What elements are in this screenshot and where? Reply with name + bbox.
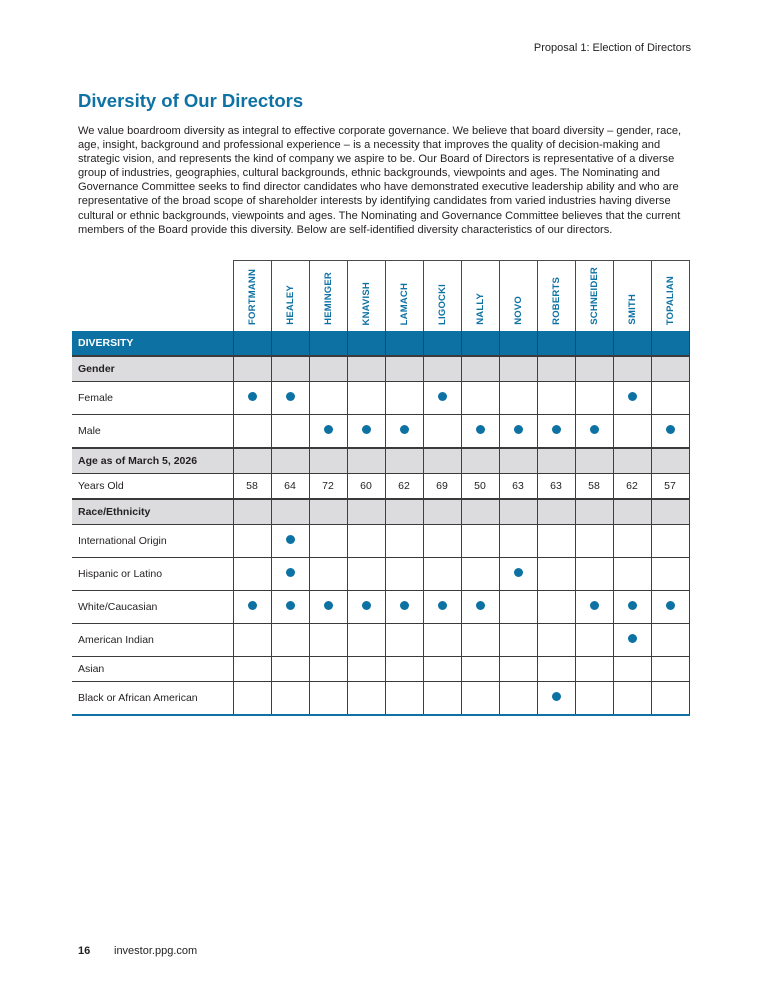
director-header (651, 261, 689, 332)
director-header (271, 261, 309, 332)
mark-cell (651, 624, 689, 657)
table-row (72, 558, 689, 591)
group-cell (537, 356, 575, 382)
group-cell (423, 499, 461, 525)
check-dot-icon (400, 425, 409, 434)
mark-cell (271, 415, 309, 449)
mark-cell (613, 382, 651, 415)
group-cell (537, 448, 575, 474)
mark-cell (423, 525, 461, 558)
director-name: SCHNEIDER (588, 267, 600, 325)
check-dot-icon (514, 425, 523, 434)
section-cell (651, 331, 689, 356)
mark-cell (423, 382, 461, 415)
section-cell (309, 331, 347, 356)
mark-cell (575, 558, 613, 591)
mark-cell (499, 525, 537, 558)
group-cell (271, 499, 309, 525)
section-cell (537, 331, 575, 356)
group-cell (575, 356, 613, 382)
mark-cell (233, 624, 271, 657)
page-number: 16 (78, 945, 91, 957)
group-header-row (72, 448, 689, 474)
mark-cell (385, 624, 423, 657)
age-cell: 60 (347, 474, 385, 500)
check-dot-icon (324, 601, 333, 610)
check-dot-icon (362, 601, 371, 610)
age-cell: 63 (537, 474, 575, 500)
section-label: DIVERSITY (72, 331, 233, 356)
mark-cell (613, 525, 651, 558)
mark-cell (385, 657, 423, 682)
mark-cell (461, 657, 499, 682)
header-blank-cell (72, 261, 233, 332)
age-cell: 72 (309, 474, 347, 500)
group-cell (271, 448, 309, 474)
mark-cell (499, 682, 537, 716)
group-cell (233, 448, 271, 474)
director-header (575, 261, 613, 332)
mark-cell (271, 591, 309, 624)
group-cell (499, 448, 537, 474)
row-label: Years Old (72, 474, 233, 500)
mark-cell (347, 591, 385, 624)
mark-cell (309, 525, 347, 558)
group-cell (423, 356, 461, 382)
director-header (309, 261, 347, 332)
mark-cell (423, 558, 461, 591)
group-cell (613, 448, 651, 474)
group-label: Gender (72, 356, 233, 382)
row-label: Asian (72, 657, 233, 682)
mark-cell (537, 591, 575, 624)
row-label: Male (72, 415, 233, 449)
mark-cell (271, 382, 309, 415)
director-name: HEALEY (284, 285, 296, 325)
mark-cell (575, 624, 613, 657)
intro-paragraph: We value boardroom diversity as integral to effective corporate governance. We believe that board diversity – gender, race, age, insight, background and professional experience – is a necessity that improves the quality of decision-making and strategic vision, and represents the kind of company we aspire to be. Our Board of Directors is representative of a diverse group of industries, geographies, cultural backgrounds, ethnic backgrounds, viewpoints and ages. The Nominating and Governance Committee seeks to find director candidates who have demonstrated executive leadership ability and who are representative of the broad scope of shareholder interests by identifying candidates from varied industries having diverse cultural or ethnic backgrounds, viewpoints and ages. The Nominating and Governance Committee believes that the current members of the Board provide this diversity. Below are self-identified diversity characteristics of our directors. (78, 125, 682, 236)
section-cell (613, 331, 651, 356)
section-cell (271, 331, 309, 356)
mark-cell (537, 415, 575, 449)
mark-cell (233, 682, 271, 716)
mark-cell (537, 682, 575, 716)
group-cell (385, 448, 423, 474)
group-cell (233, 356, 271, 382)
group-cell (537, 499, 575, 525)
mark-cell (233, 382, 271, 415)
mark-cell (347, 682, 385, 716)
group-cell (461, 356, 499, 382)
group-header-row (72, 499, 689, 525)
page-title: Diversity of Our Directors (78, 90, 304, 111)
group-cell (233, 499, 271, 525)
mark-cell (575, 382, 613, 415)
section-cell (233, 331, 271, 356)
mark-cell (651, 682, 689, 716)
director-header (537, 261, 575, 332)
check-dot-icon (362, 425, 371, 434)
group-cell (309, 499, 347, 525)
age-cell: 62 (613, 474, 651, 500)
group-cell (499, 356, 537, 382)
row-label: Black or African American (72, 682, 233, 716)
director-name: LAMACH (398, 282, 410, 325)
row-label: International Origin (72, 525, 233, 558)
mark-cell (347, 525, 385, 558)
table-row (72, 657, 689, 682)
mark-cell (651, 525, 689, 558)
mark-cell (423, 682, 461, 716)
running-head: Proposal 1: Election of Directors (533, 42, 691, 54)
table-row (72, 682, 689, 716)
group-cell (271, 356, 309, 382)
mark-cell (499, 591, 537, 624)
mark-cell (385, 682, 423, 716)
check-dot-icon (590, 425, 599, 434)
mark-cell (461, 558, 499, 591)
mark-cell (613, 682, 651, 716)
mark-cell (309, 624, 347, 657)
mark-cell (575, 591, 613, 624)
mark-cell (233, 591, 271, 624)
table-row (72, 415, 689, 449)
director-header (423, 261, 461, 332)
mark-cell (461, 415, 499, 449)
mark-cell (271, 657, 309, 682)
diversity-table (72, 260, 690, 716)
mark-cell (461, 682, 499, 716)
table-row (72, 591, 689, 624)
mark-cell (537, 624, 575, 657)
table-row (72, 382, 689, 415)
section-cell (575, 331, 613, 356)
check-dot-icon (552, 692, 561, 701)
check-dot-icon (666, 601, 675, 610)
check-dot-icon (438, 601, 447, 610)
row-label: Hispanic or Latino (72, 558, 233, 591)
mark-cell (385, 525, 423, 558)
mark-cell (461, 382, 499, 415)
director-header (461, 261, 499, 332)
mark-cell (537, 382, 575, 415)
director-name: FORTMANN (246, 269, 258, 325)
director-header (613, 261, 651, 332)
group-cell (385, 356, 423, 382)
director-names-row (72, 261, 689, 332)
check-dot-icon (628, 601, 637, 610)
mark-cell (271, 682, 309, 716)
check-dot-icon (628, 634, 637, 643)
mark-cell (651, 657, 689, 682)
age-cell: 50 (461, 474, 499, 500)
check-dot-icon (514, 568, 523, 577)
mark-cell (651, 382, 689, 415)
mark-cell (347, 657, 385, 682)
director-header (499, 261, 537, 332)
check-dot-icon (476, 601, 485, 610)
mark-cell (385, 415, 423, 449)
mark-cell (423, 415, 461, 449)
row-label: White/Caucasian (72, 591, 233, 624)
mark-cell (423, 657, 461, 682)
mark-cell (309, 682, 347, 716)
group-cell (347, 448, 385, 474)
group-cell (575, 499, 613, 525)
check-dot-icon (248, 392, 257, 401)
check-dot-icon (286, 601, 295, 610)
mark-cell (385, 382, 423, 415)
check-dot-icon (590, 601, 599, 610)
director-name: LIGOCKI (436, 284, 448, 325)
diversity-section-row (72, 331, 689, 356)
mark-cell (499, 382, 537, 415)
age-cell: 64 (271, 474, 309, 500)
section-cell (347, 331, 385, 356)
mark-cell (613, 558, 651, 591)
row-label: Female (72, 382, 233, 415)
mark-cell (613, 657, 651, 682)
mark-cell (575, 657, 613, 682)
group-cell (613, 499, 651, 525)
mark-cell (233, 525, 271, 558)
section-cell (499, 331, 537, 356)
table-row (72, 525, 689, 558)
check-dot-icon (286, 568, 295, 577)
director-name: KNAVISH (360, 281, 372, 325)
group-cell (309, 356, 347, 382)
section-cell (423, 331, 461, 356)
age-cell: 62 (385, 474, 423, 500)
director-name: SMITH (626, 294, 638, 325)
mark-cell (461, 591, 499, 624)
director-name: NOVO (512, 296, 524, 325)
group-cell (651, 448, 689, 474)
group-cell (423, 448, 461, 474)
age-cell: 63 (499, 474, 537, 500)
director-header (347, 261, 385, 332)
group-cell (385, 499, 423, 525)
group-label: Age as of March 5, 2026 (72, 448, 233, 474)
director-header (233, 261, 271, 332)
table-row (72, 624, 689, 657)
mark-cell (651, 591, 689, 624)
mark-cell (385, 591, 423, 624)
section-cell (385, 331, 423, 356)
director-name: ROBERTS (550, 277, 562, 325)
mark-cell (423, 591, 461, 624)
mark-cell (575, 682, 613, 716)
group-cell (575, 448, 613, 474)
director-name: NALLY (474, 293, 486, 325)
age-cell: 69 (423, 474, 461, 500)
group-cell (651, 499, 689, 525)
mark-cell (537, 558, 575, 591)
check-dot-icon (324, 425, 333, 434)
mark-cell (347, 382, 385, 415)
mark-cell (461, 525, 499, 558)
mark-cell (233, 657, 271, 682)
director-name: TOPALIAN (664, 275, 676, 325)
check-dot-icon (400, 601, 409, 610)
mark-cell (385, 558, 423, 591)
check-dot-icon (286, 392, 295, 401)
mark-cell (537, 657, 575, 682)
mark-cell (271, 558, 309, 591)
group-cell (499, 499, 537, 525)
group-cell (613, 356, 651, 382)
group-label: Race/Ethnicity (72, 499, 233, 525)
age-cell: 57 (651, 474, 689, 500)
check-dot-icon (438, 392, 447, 401)
group-cell (651, 356, 689, 382)
mark-cell (309, 558, 347, 591)
group-cell (461, 499, 499, 525)
director-header (385, 261, 423, 332)
mark-cell (575, 525, 613, 558)
group-cell (347, 499, 385, 525)
mark-cell (651, 558, 689, 591)
mark-cell (575, 415, 613, 449)
group-header-row (72, 356, 689, 382)
group-cell (309, 448, 347, 474)
mark-cell (309, 591, 347, 624)
check-dot-icon (476, 425, 485, 434)
mark-cell (309, 382, 347, 415)
row-label: American Indian (72, 624, 233, 657)
mark-cell (461, 624, 499, 657)
mark-cell (347, 624, 385, 657)
mark-cell (499, 624, 537, 657)
mark-cell (347, 558, 385, 591)
mark-cell (423, 624, 461, 657)
mark-cell (537, 525, 575, 558)
footer-url: investor.ppg.com (114, 945, 198, 957)
mark-cell (499, 415, 537, 449)
mark-cell (233, 558, 271, 591)
mark-cell (271, 525, 309, 558)
group-cell (461, 448, 499, 474)
mark-cell (271, 624, 309, 657)
director-name: HEMINGER (322, 272, 334, 325)
age-cell: 58 (233, 474, 271, 500)
mark-cell (233, 415, 271, 449)
check-dot-icon (286, 535, 295, 544)
mark-cell (499, 657, 537, 682)
mark-cell (347, 415, 385, 449)
mark-cell (309, 415, 347, 449)
check-dot-icon (248, 601, 257, 610)
check-dot-icon (666, 425, 675, 434)
group-cell (347, 356, 385, 382)
mark-cell (499, 558, 537, 591)
mark-cell (651, 415, 689, 449)
check-dot-icon (628, 392, 637, 401)
mark-cell (613, 415, 651, 449)
mark-cell (309, 657, 347, 682)
section-cell (461, 331, 499, 356)
mark-cell (613, 624, 651, 657)
age-cell: 58 (575, 474, 613, 500)
table-row (72, 474, 689, 500)
mark-cell (613, 591, 651, 624)
check-dot-icon (552, 425, 561, 434)
